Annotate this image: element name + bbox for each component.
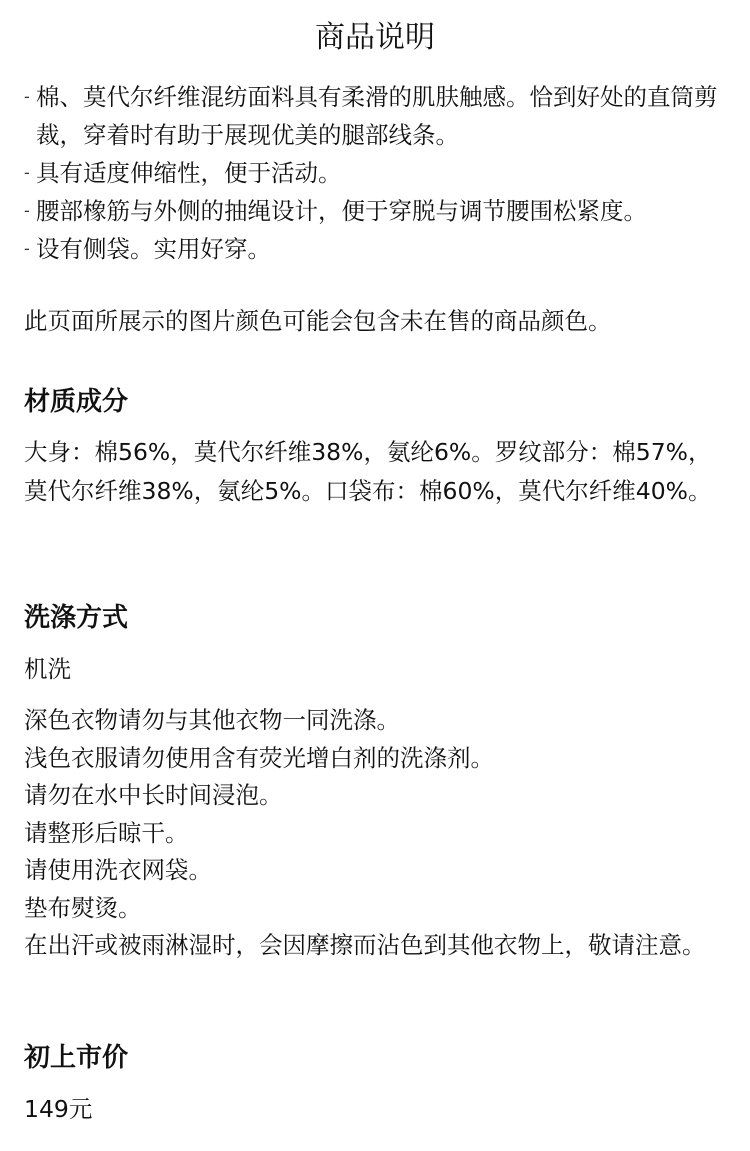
washing-instruction: 请勿在水中长时间浸泡。 bbox=[24, 781, 283, 809]
bullet-marker: - bbox=[24, 163, 30, 182]
feature-text: 具有适度伸缩性，便于活动。 bbox=[36, 159, 342, 187]
bullet-marker: - bbox=[24, 201, 30, 220]
page-title: 商品说明 bbox=[315, 20, 435, 55]
washing-method: 机洗 bbox=[24, 655, 71, 683]
feature-item bbox=[24, 78, 734, 154]
bullet-marker: - bbox=[24, 239, 30, 258]
color-disclaimer: 此页面所展示的图片颜色可能会包含未在售的商品颜色。 bbox=[24, 307, 612, 335]
material-heading: 材质成分 bbox=[24, 387, 129, 417]
feature-text: 设有侧袋。实用好穿。 bbox=[36, 235, 271, 263]
washing-instruction: 浅色衣服请勿使用含有荧光增白剂的洗涤剂。 bbox=[24, 743, 494, 772]
price-value: 149元 bbox=[24, 1095, 93, 1123]
feature-text: 棉、莫代尔纤维混纺面料具有柔滑的肌肤触感。恰到好处的直筒剪裁，穿着时有助于展现优美的腿部线条。 bbox=[36, 83, 718, 149]
washing-instruction: 垫布熨烫。 bbox=[24, 893, 142, 922]
bullet-marker: - bbox=[24, 87, 30, 106]
feature-item bbox=[24, 230, 734, 268]
feature-list bbox=[24, 78, 734, 268]
material-composition: 大身：棉56%，莫代尔纤维38%，氨纶6%。罗纹部分：棉57%，莫代尔纤维38%，氨纶5%。口袋布：棉60%，莫代尔纤维40%。 bbox=[24, 438, 712, 505]
feature-item bbox=[24, 192, 734, 230]
feature-text: 腰部橡筋与外侧的抽绳设计，便于穿脱与调节腰围松紧度。 bbox=[36, 197, 647, 225]
washing-heading: 洗涤方式 bbox=[24, 603, 129, 633]
washing-instruction: 请整形后晾干。 bbox=[24, 818, 189, 847]
washing-instruction: 深色衣物请勿与其他衣物一同洗涤。 bbox=[24, 706, 400, 734]
feature-item bbox=[24, 154, 734, 192]
washing-instruction: 在出汗或被雨淋湿时，会因摩擦而沾色到其他衣物上，敬请注意。 bbox=[24, 931, 706, 959]
price-heading: 初上市价 bbox=[24, 1043, 129, 1073]
washing-instruction: 请使用洗衣网袋。 bbox=[24, 856, 212, 884]
washing-instructions bbox=[24, 702, 734, 965]
